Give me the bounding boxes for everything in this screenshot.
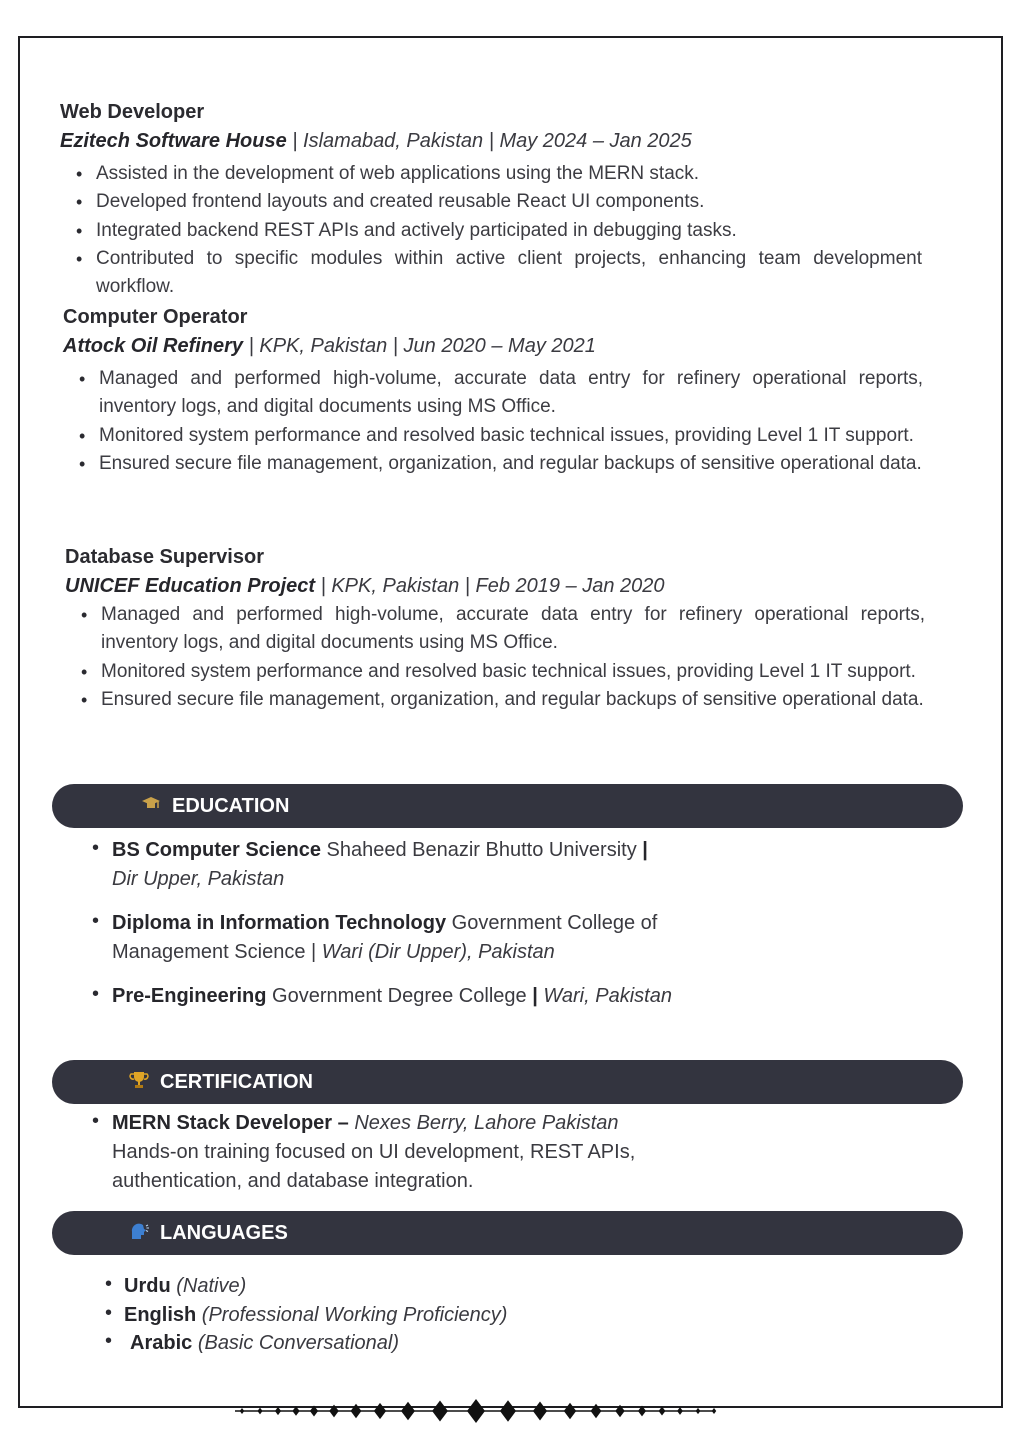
bullet-dot: • bbox=[92, 910, 100, 932]
language-level: (Professional Working Proficiency) bbox=[201, 1304, 508, 1326]
job-bullets bbox=[60, 160, 922, 301]
section-header-education bbox=[52, 784, 963, 828]
list-item: • Assisted in the development of web applications using the MERN stack. bbox=[96, 160, 922, 188]
section-header-certification bbox=[52, 1060, 963, 1104]
education-item bbox=[112, 836, 772, 894]
institution-name: Shaheed Benazir Bhutto University bbox=[326, 839, 637, 861]
ornament-diamond bbox=[615, 1405, 624, 1417]
company-name: UNICEF Education Project bbox=[65, 575, 316, 597]
language-item bbox=[124, 1272, 246, 1301]
company-name: Attock Oil Refinery bbox=[63, 335, 244, 357]
separator: | bbox=[642, 839, 648, 861]
ornament-diamond bbox=[374, 1403, 386, 1419]
separator: | bbox=[532, 985, 538, 1007]
degree-name: Diploma in Information Technology bbox=[112, 912, 447, 934]
certification-description: Hands-on training focused on UI development, REST APIs, authentication, and database integration. bbox=[112, 1141, 636, 1192]
ornament-diamond bbox=[240, 1408, 245, 1414]
certification-title: MERN Stack Developer – bbox=[112, 1112, 349, 1134]
job-title: Computer Operator bbox=[63, 306, 248, 328]
job-details: | KPK, Pakistan | Jun 2020 – May 2021 bbox=[248, 335, 596, 357]
location: Wari, Pakistan bbox=[543, 985, 672, 1007]
degree-name: Pre-Engineering bbox=[112, 985, 267, 1007]
bullet-dot: • bbox=[92, 1110, 100, 1132]
ornament-diamond bbox=[533, 1402, 547, 1421]
institution-name: Government Degree College bbox=[272, 985, 527, 1007]
bullet-dot: • bbox=[105, 1330, 113, 1352]
graduation-cap-icon bbox=[140, 796, 162, 817]
location: Wari (Dir Upper), Pakistan bbox=[321, 941, 555, 963]
list-item: • Integrated backend REST APIs and actively participated in debugging tasks. bbox=[96, 217, 922, 245]
ornament-diamond bbox=[292, 1406, 299, 1416]
ornament-diamond bbox=[591, 1404, 602, 1418]
ornament-diamond bbox=[257, 1408, 262, 1415]
education-item bbox=[112, 909, 752, 967]
bullet-dot: • bbox=[105, 1273, 113, 1295]
ornament-diamond bbox=[677, 1407, 683, 1415]
language-level: (Basic Conversational) bbox=[197, 1332, 400, 1354]
job-meta bbox=[60, 126, 922, 156]
section-title: CERTIFICATION bbox=[160, 1070, 313, 1093]
bullet-dot: • bbox=[92, 837, 100, 859]
language-item bbox=[130, 1329, 399, 1358]
section-title: LANGUAGES bbox=[160, 1221, 288, 1244]
ornament-diamond bbox=[275, 1407, 281, 1415]
list-item: • Ensured secure file management, organization, and regular backups of sensitive operational data. bbox=[99, 450, 923, 478]
language-name: Arabic bbox=[130, 1332, 193, 1354]
speaking-head-icon bbox=[128, 1221, 150, 1246]
ornament-diamond bbox=[351, 1404, 362, 1418]
education-item bbox=[112, 982, 682, 1011]
job-entry-web-developer bbox=[60, 98, 922, 301]
job-meta bbox=[65, 571, 925, 601]
ornament-diamond bbox=[696, 1408, 701, 1414]
job-details: | Islamabad, Pakistan | May 2024 – Jan 2025 bbox=[292, 130, 692, 152]
list-item: • Managed and performed high-volume, accurate data entry for refinery operational reports, inventory logs, and digital documents using MS Office. bbox=[101, 601, 925, 658]
ornament-diamond bbox=[564, 1403, 576, 1419]
institution-name: Government College of Management Science bbox=[112, 912, 658, 963]
job-bullets bbox=[65, 601, 925, 714]
section-header-languages bbox=[52, 1211, 963, 1255]
job-entry-database-supervisor bbox=[65, 543, 925, 714]
language-item bbox=[124, 1301, 507, 1330]
bullet-dot: • bbox=[105, 1302, 113, 1324]
job-meta bbox=[63, 331, 923, 361]
certification-provider: Nexes Berry, Lahore Pakistan bbox=[354, 1112, 619, 1134]
list-item: • Ensured secure file management, organization, and regular backups of sensitive operational data. bbox=[101, 686, 925, 714]
ornament-diamond bbox=[310, 1405, 318, 1416]
company-name: Ezitech Software House bbox=[60, 130, 287, 152]
ornament-diamond bbox=[659, 1406, 666, 1415]
degree-name: BS Computer Science bbox=[112, 839, 321, 861]
job-title: Web Developer bbox=[60, 101, 205, 123]
ornament-diamond bbox=[500, 1400, 516, 1421]
section-title: EDUCATION bbox=[172, 794, 290, 817]
ornament-diamond bbox=[467, 1399, 485, 1423]
ornament-diamond bbox=[638, 1406, 646, 1417]
language-name: English bbox=[124, 1304, 197, 1326]
language-level: (Native) bbox=[176, 1275, 247, 1297]
list-item: • Managed and performed high-volume, accurate data entry for refinery operational reports, inventory logs, and digital documents using MS Office. bbox=[99, 365, 923, 422]
ornament-diamond bbox=[401, 1402, 415, 1421]
job-details: | KPK, Pakistan | Feb 2019 – Jan 2020 bbox=[320, 575, 665, 597]
job-title: Database Supervisor bbox=[65, 546, 264, 568]
diamond-ornament bbox=[230, 1396, 720, 1426]
list-item: • Contributed to specific modules within active client projects, enhancing team development workflow. bbox=[96, 245, 922, 302]
trophy-icon bbox=[128, 1070, 150, 1095]
list-item: • Developed frontend layouts and created reusable React UI components. bbox=[96, 188, 922, 216]
ornament-diamond bbox=[432, 1400, 448, 1421]
job-bullets bbox=[63, 365, 923, 478]
job-entry-computer-operator bbox=[63, 303, 923, 478]
separator: | bbox=[311, 941, 317, 963]
location: Dir Upper, Pakistan bbox=[112, 868, 285, 890]
list-item: • Monitored system performance and resolved basic technical issues, providing Level 1 IT support. bbox=[101, 658, 925, 686]
certification-item bbox=[112, 1109, 732, 1196]
language-name: Urdu bbox=[124, 1275, 171, 1297]
bullet-dot: • bbox=[92, 983, 100, 1005]
list-item: • Monitored system performance and resolved basic technical issues, providing Level 1 IT support. bbox=[99, 422, 923, 450]
ornament-diamond bbox=[329, 1405, 338, 1418]
ornament-diamond bbox=[712, 1408, 717, 1414]
